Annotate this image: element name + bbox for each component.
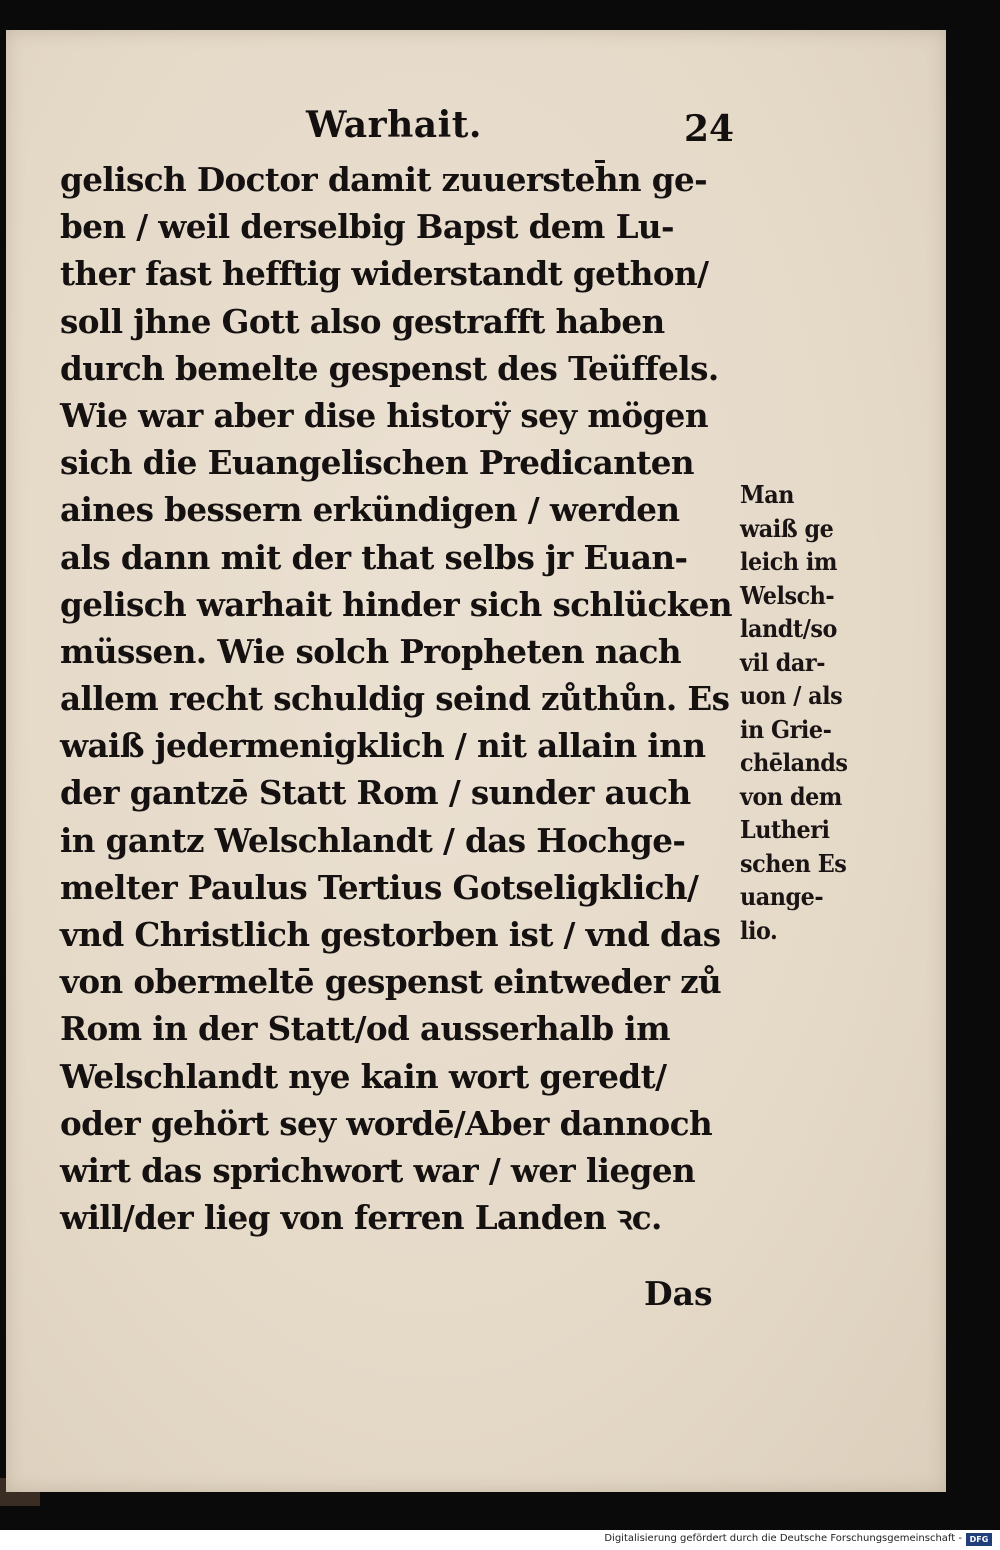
text-line: gelisch Doctor damit zuuersteh̄n ge- xyxy=(60,160,708,199)
text-line: gelisch warhait hinder sich schlücken xyxy=(60,584,733,624)
text-line: soll jhne Gott also gestrafft haben xyxy=(60,301,665,341)
text-line: von obermeltē gespenst eintweder zů xyxy=(60,962,722,1002)
margin-note-line: landt/so xyxy=(740,614,837,643)
text-line: in gantz Welschlandt / das Hochge- xyxy=(60,820,686,860)
text-line: waiß jedermenigklich / nit allain inn xyxy=(60,726,706,766)
margin-note-line: Lutheri xyxy=(740,815,830,844)
catchword: Das xyxy=(644,1274,713,1313)
margin-note-line: uange- xyxy=(740,882,824,911)
text-line: allem recht schuldig seind zůthůn. Es xyxy=(60,679,730,719)
margin-note-line: vil dar- xyxy=(740,647,825,677)
text-line: will/der lieg von ferren Landen ꝛc. xyxy=(60,1198,662,1238)
dfg-logo: DFG xyxy=(966,1533,992,1546)
text-line: als dann mit der that selbs jr Euan- xyxy=(60,537,688,577)
text-line: wirt das sprichwort war / wer liegen xyxy=(60,1150,696,1190)
margin-note-line: schen Es xyxy=(740,848,847,878)
margin-note-line: chēlands xyxy=(740,748,848,777)
page-number: 24 xyxy=(684,108,735,150)
running-head: Warhait. xyxy=(306,104,482,146)
margin-note-line: waiß ge xyxy=(740,513,834,543)
margin-note-line: uon / als xyxy=(740,681,843,710)
margin-note xyxy=(740,478,880,947)
text-line: ther fast hefftig widerstandt gethon/ xyxy=(60,254,709,294)
text-line: Welschlandt nye kain wort geredt/ xyxy=(60,1056,667,1096)
footer-bar xyxy=(0,1530,1000,1550)
text-line: müssen. Wie solch Propheten nach xyxy=(60,631,681,671)
text-line: vnd Christlich gestorben ist / vnd das xyxy=(60,915,721,954)
text-line: durch bemelte gespenst des Teüffels. xyxy=(60,348,719,388)
text-line: Rom in der Statt/od ausserhalb im xyxy=(60,1009,671,1049)
text-line: der gantzē Statt Rom / sunder auch xyxy=(60,773,691,813)
text-line: aines bessern erkündigen / werden xyxy=(60,490,680,530)
text-line: sich die Euangelischen Predicanten xyxy=(60,443,695,483)
text-line: ben / weil derselbig Bapst dem Lu- xyxy=(60,207,674,247)
body-text xyxy=(60,156,740,1241)
text-line: oder gehört sey wordē/Aber dannoch xyxy=(60,1103,713,1143)
text-line: Wie war aber dise historÿ sey mögen xyxy=(60,395,708,435)
footer-credit: Digitalisierung gefördert durch die Deutsche Forschungsgemeinschaft - xyxy=(604,1533,962,1544)
margin-note-line: von dem xyxy=(740,781,842,811)
margin-note-line: lio. xyxy=(740,915,778,945)
margin-note-line: in Grie- xyxy=(740,714,832,744)
text-line: melter Paulus Tertius Gotseligklich/ xyxy=(60,867,699,907)
margin-note-line: leich im xyxy=(740,547,838,576)
margin-note-line: Man xyxy=(740,480,794,509)
margin-note-line: Welsch- xyxy=(740,580,835,610)
